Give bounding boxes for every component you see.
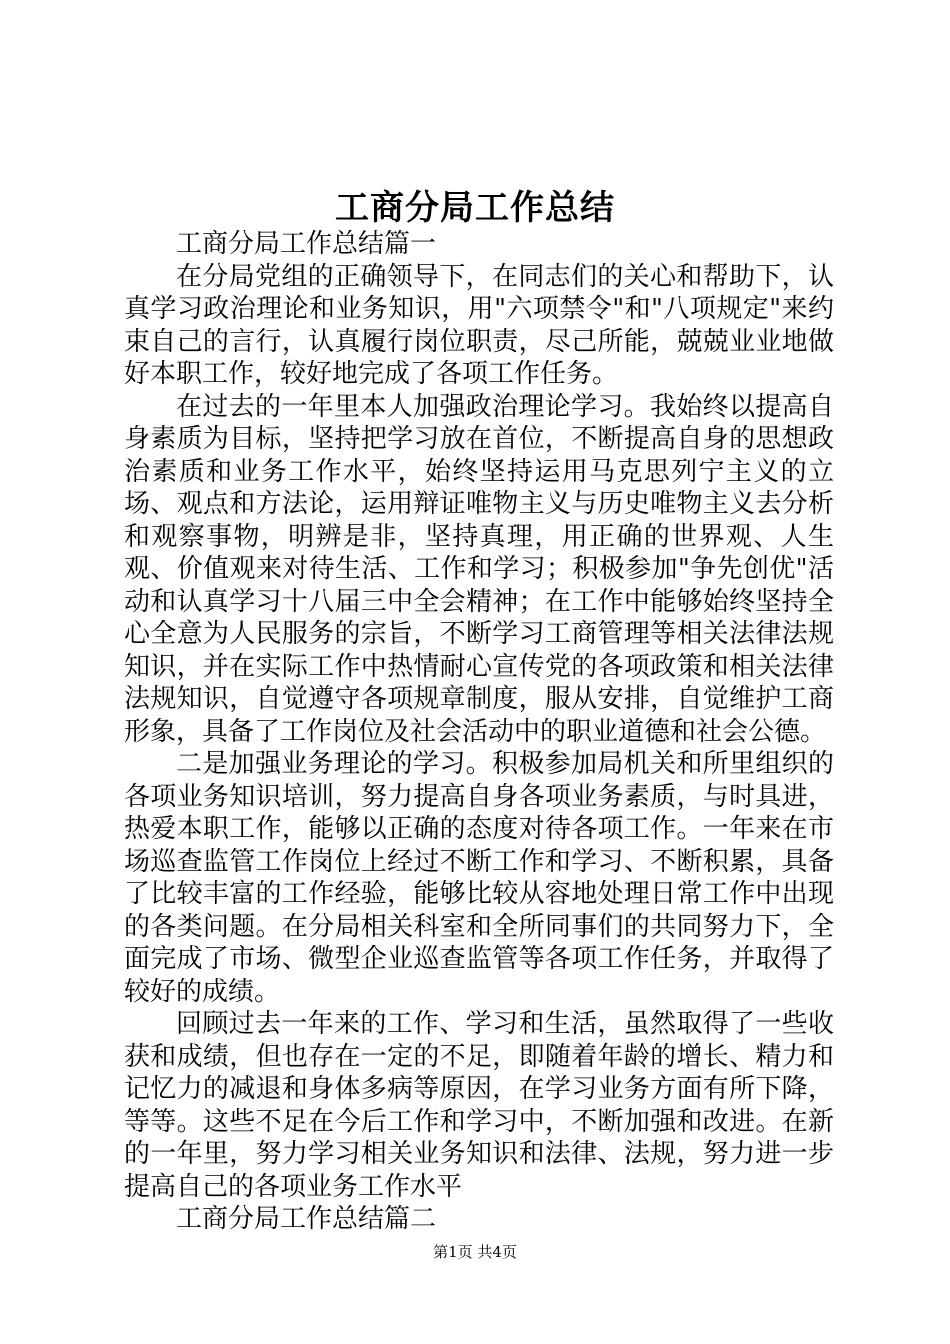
section-heading-1: 工商分局工作总结篇一 bbox=[176, 229, 437, 259]
page-number-footer: 第1页 共4页 bbox=[433, 1243, 517, 1261]
section-heading-2: 工商分局工作总结篇二 bbox=[176, 1204, 437, 1234]
document-body bbox=[124, 228, 834, 1236]
paragraph-business-study: 二是加强业务理论的学习。积极参加局机关和所里组织的各项业务知识培训，努力提高自身各项业务素质，与时具进，热爱本职工作，能够以正确的态度对待各项工作。一年来在市场巡查监管工作岗位上经过不断工作和学习、不断积累，具备了比较丰富的工作经验，能够比较从容地处理日常工作中出现的各类问题。在分局相关科室和全所同事们的共同努力下，全面完成了市场、微型企业巡查监管等各项工作任务，并取得了较好的成绩。 bbox=[124, 749, 834, 1007]
paragraph-political-study: 在过去的一年里本人加强政治理论学习。我始终以提高自身素质为目标，坚持把学习放在首位，不断提高自身的思想政治素质和业务工作水平，始终坚持运用马克思列宁主义的立场、观点和方法论，运用辩证唯物主义与历史唯物主义去分析和观察事物，明辨是非，坚持真理，用正确的世界观、人生观、价值观来对待生活、工作和学习；积极参加"争先创优"活动和认真学习十八届三中全会精神；在工作中能够始终坚持全心全意为人民服务的宗旨，不断学习工商管理等相关法律法规知识，并在实际工作中热情耐心宣传党的各项政策和相关法律法规知识，自觉遵守各项规章制度，服从安排，自觉维护工商形象，具备了工作岗位及社会活动中的职业道德和社会公德。 bbox=[124, 391, 834, 747]
paragraph-intro: 在分局党组的正确领导下，在同志们的关心和帮助下，认真学习政治理论和业务知识，用"六项禁令"和"八项规定"来约束自己的言行，认真履行岗位职责，尽己所能，兢兢业业地做好本职工作，较好地完成了各项工作任务。 bbox=[124, 261, 834, 389]
paragraph-review: 回顾过去一年来的工作、学习和生活，虽然取得了一些收获和成绩，但也存在一定的不足，即随着年龄的增长、精力和记忆力的减退和身体多病等原因，在学习业务方面有所下降，等等。这些不足在今后工作和学习中，不断加强和改进。在新的一年里，努力学习相关业务知识和法律、法规，努力进一步提高自己的各项业务工作水平 bbox=[124, 1009, 834, 1202]
document-title: 工商分局工作总结 bbox=[335, 188, 615, 228]
